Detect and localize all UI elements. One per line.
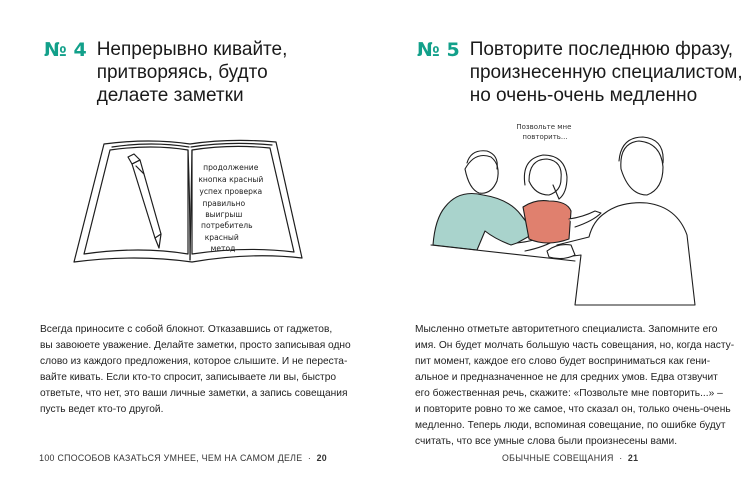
title-line: Повторите последнюю фразу,: [469, 39, 734, 60]
body-line: вайте кивать. Если кто-то спросит, записываете ли вы, быстро: [40, 372, 337, 383]
note-word: продолжение: [203, 163, 259, 172]
body-paragraph: [415, 322, 745, 450]
body-line: Всегда приносите с собой блокнот. Отказавшись от гаджетов,: [40, 324, 333, 335]
body-line: пит момент, каждое его слово будет восприниматься как гени-: [415, 356, 711, 367]
chapter-title: ОБЫЧНЫЕ СОВЕЩАНИЯ: [502, 453, 614, 463]
page-footer: 100 СПОСОБОВ КАЗАТЬСЯ УМНЕЕ, ЧЕМ НА САМОМ ДЕЛЕ · 20: [39, 453, 327, 463]
body-line: его божественная речь, скажите: «Позвольте мне повторить...» –: [415, 388, 723, 399]
page-footer: ОБЫЧНЫЕ СОВЕЩАНИЯ · 21: [502, 453, 639, 463]
section-title: [97, 38, 288, 107]
body-line: слово из каждого предложения, которое слышите. И не переста-: [40, 356, 348, 367]
book-title: 100 СПОСОБОВ КАЗАТЬСЯ УМНЕЕ, ЧЕМ НА САМОМ ДЕЛЕ: [39, 453, 303, 463]
note-word: кнопка красный: [198, 175, 264, 184]
body-line: и повторите ровно то же самое, что сказал он, только очень-очень: [415, 404, 731, 415]
body-line: Мысленно отметьте авторитетного специалиста. Запомните его: [415, 324, 718, 335]
body-line: пусть ведет кто-то другой.: [40, 404, 164, 415]
svg-text:Позвольте мне повторить.: [516, 123, 573, 141]
speech-line: Позвольте мне: [516, 123, 572, 131]
section-title: [470, 38, 743, 107]
svg-text:продолжение кнопка красн: [198, 163, 265, 253]
note-word: успех проверка: [199, 187, 263, 196]
note-word: выигрыш: [205, 210, 243, 219]
notebook-illustration: [60, 130, 320, 280]
title-line: делаете заметки: [96, 85, 244, 106]
title-line: Непрерывно кивайте,: [96, 39, 288, 60]
right-page: [375, 0, 750, 481]
body-line: альное и предназначенное не для средних умов. Едва отзвучит: [415, 372, 718, 383]
note-word: метод: [210, 244, 236, 253]
page-number: 20: [316, 453, 327, 463]
title-line: произнесенную специалистом,: [469, 62, 743, 83]
note-word: потребитель: [201, 221, 253, 230]
page-number: 21: [627, 453, 639, 463]
body-line: считать, что все умные слова были произнесены вами.: [415, 436, 678, 447]
note-word: правильно: [202, 199, 246, 208]
title-line: притворяясь, будто: [96, 62, 268, 83]
body-paragraph: [40, 322, 360, 418]
body-line: вы завоюете уважение. Делайте заметки, просто записывая одно: [40, 340, 351, 351]
body-line: ответьте, что нет, это ваши личные заметки, а запись совещания: [40, 388, 348, 399]
section-header-4: [44, 38, 287, 107]
body-line: имя. Он будет молчать большую часть совещания, но, когда насту-: [415, 340, 735, 351]
title-line: но очень-очень медленно: [469, 85, 698, 106]
meeting-illustration: [425, 115, 705, 315]
section-number: № 5: [417, 39, 460, 61]
section-header-5: [417, 38, 743, 107]
speech-line: повторить...: [522, 133, 568, 141]
section-number: № 4: [44, 39, 87, 61]
body-line: медленно. Теперь люди, вспоминая совещание, по ошибке будут: [415, 420, 726, 431]
note-word: красный: [204, 233, 239, 242]
